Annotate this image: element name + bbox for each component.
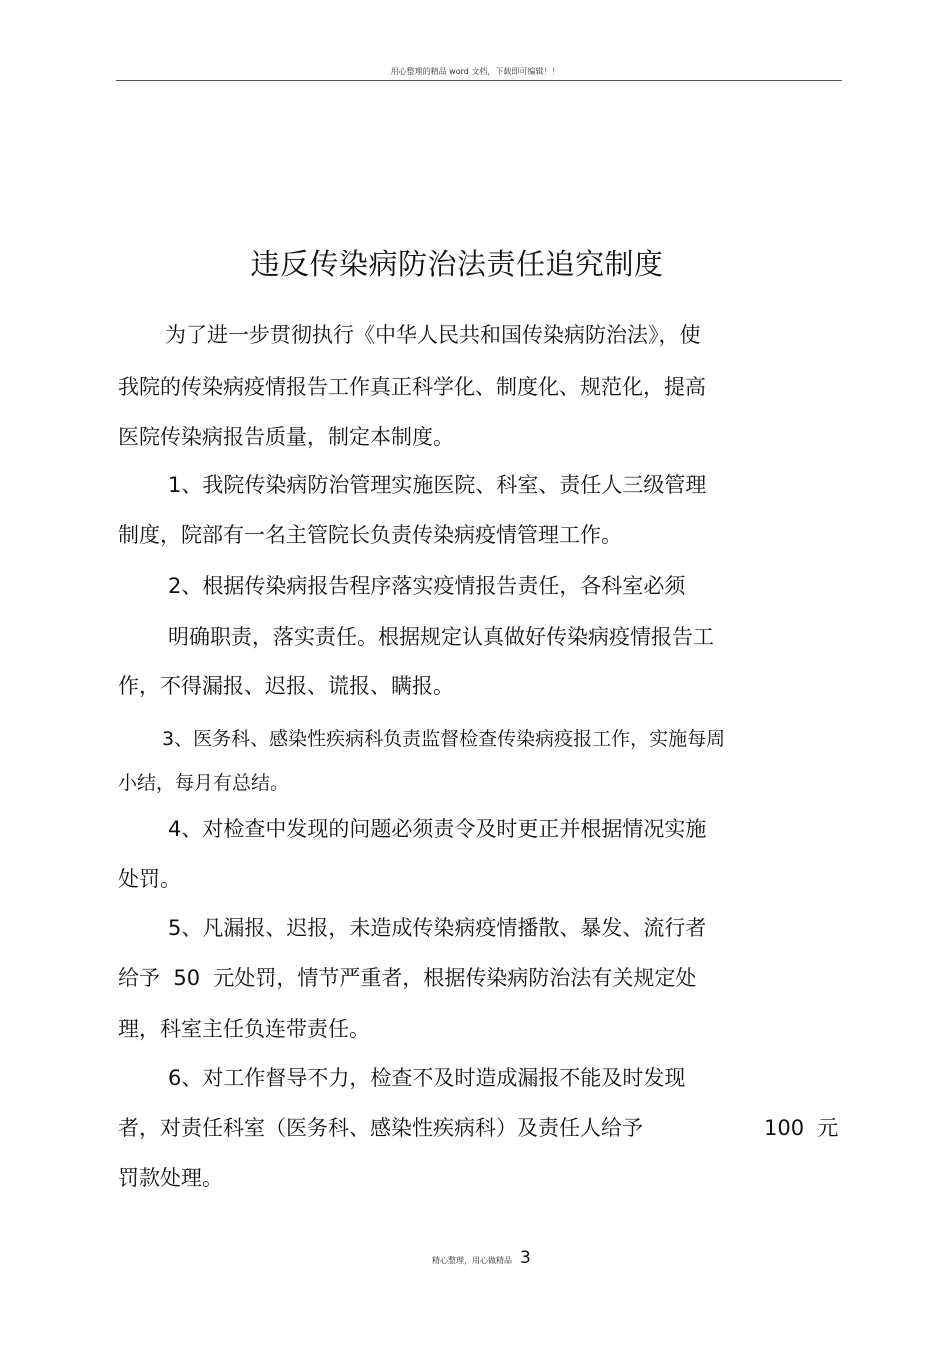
intro-line: 医院传染病报告质量，制定本制度。: [118, 425, 454, 449]
clause-line: 理，科室主任负连带责任。: [118, 1017, 370, 1041]
clause-line: 罚款处理。: [118, 1166, 223, 1190]
clause-line: 作，不得漏报、迟报、谎报、瞒报。: [118, 674, 454, 698]
clause-line: 给予 50 元处罚，情节严重者，根据传染病防治法有关规定处: [118, 966, 697, 990]
page-header: 用心整理的精品 word 文档，下载即可编辑！！: [390, 67, 560, 76]
clause-amount: 100 元: [764, 1116, 839, 1140]
header-divider: [116, 80, 842, 81]
clause-line: 5、凡漏报、迟报，未造成传染病疫情播散、暴发、流行者: [168, 916, 707, 940]
page-footer: [432, 1248, 531, 1268]
intro-line: 我院的传染病疫情报告工作真正科学化、制度化、规范化，提高: [118, 375, 706, 399]
document-title: 违反传染病防治法责任追究制度: [250, 247, 664, 281]
clause-line: 明确职责，落实责任。根据规定认真做好传染病疫情报告工: [168, 625, 714, 649]
clause-line: 2、根据传染病报告程序落实疫情报告责任，各科室必须: [168, 574, 686, 598]
clause-line: 3、医务科、感染性疾病科负责监督检查传染病疫报工作，实施每周: [162, 728, 726, 750]
clause-line: 制度，院部有一名主管院长负责传染病疫情管理工作。: [118, 523, 622, 547]
clause-line: 处罚。: [118, 867, 181, 891]
intro-line: 为了进一步贯彻执行《中华人民共和国传染病防治法》，使: [165, 323, 701, 347]
clause-line: 小结，每月有总结。: [118, 772, 290, 794]
clause-line: 1、我院传染病防治管理实施医院、科室、责任人三级管理: [168, 473, 707, 497]
clause-line: 者，对责任科室（医务科、感染性疾病科）及责任人给予: [118, 1116, 643, 1140]
page-number: 3: [520, 1248, 531, 1268]
clause-line: 6、对工作督导不力，检查不及时造成漏报不能及时发现: [168, 1066, 686, 1090]
clause-line: 4、对检查中发现的问题必须责令及时更正并根据情况实施: [168, 817, 707, 841]
footer-text: 精心整理，用心做精品: [432, 1256, 512, 1265]
